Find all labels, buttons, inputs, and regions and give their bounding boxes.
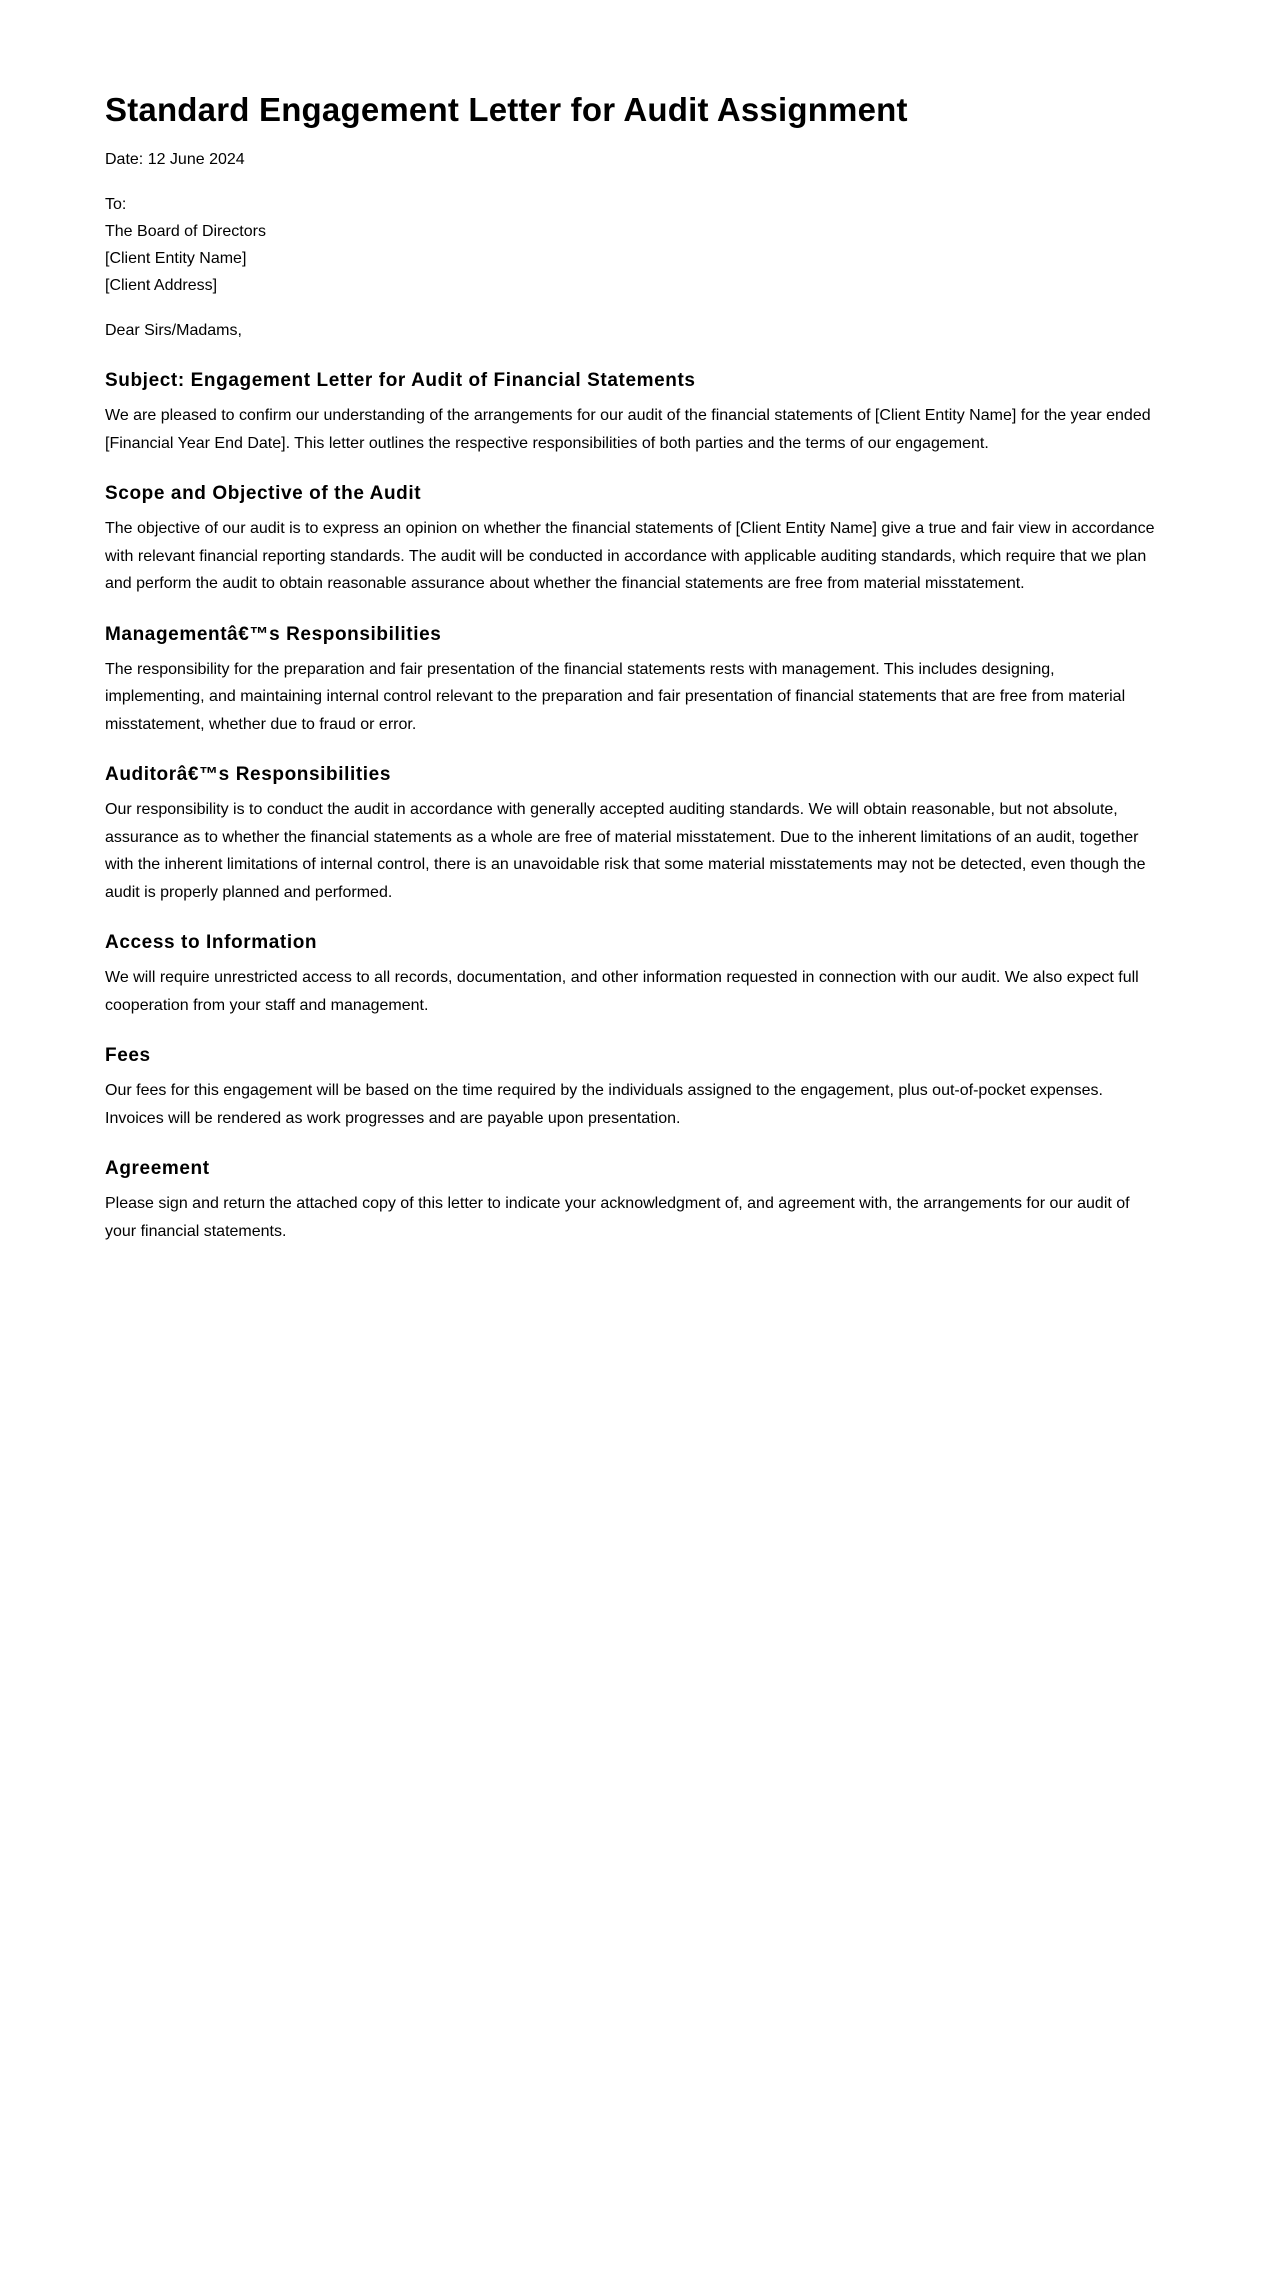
section-heading: Auditorâ€™s Responsibilities [105,764,392,785]
section-subject [105,366,1158,457]
section-management-responsibilities [105,620,1158,739]
section-fees [105,1041,1158,1132]
section-heading: Scope and Objective of the Audit [105,483,422,504]
section-scope-objective [105,479,1158,598]
section-body: Please sign and return the attached copy of this letter to indicate your acknowledgment of, and agreement with, the arrangements for our audit of your financial statements. [105,1195,1130,1240]
section-heading: Access to Information [105,932,318,953]
letter-date: Date: 12 June 2024 [105,151,245,168]
salutation: Dear Sirs/Madams, [105,322,242,339]
section-body: The responsibility for the preparation and fair presentation of the financial statements rests with management. This includes designing, implementing, and maintaining internal control relevant to the preparation and fair presentation of financial statements that are free from material misstatement, whether due to fraud or error. [105,660,1126,733]
section-body: Our fees for this engagement will be based on the time required by the individuals assigned to the engagement, plus out-of-pocket expenses. Invoices will be rendered as work progresses and are payable upon presentation. [105,1082,1103,1127]
recipient-board: The Board of Directors [105,223,266,240]
section-heading: Subject: Engagement Letter for Audit of Financial Statements [105,370,696,391]
section-heading: Fees [105,1045,151,1066]
recipient-to-label: To: [105,196,127,213]
section-body: The objective of our audit is to express an opinion on whether the financial statements of [Client Entity Name] give a true and fair view in accordance with relevant financial reporting standards. The audit will be conducted in accordance with applicable auditing standards, which require that we plan and perform the audit to obtain reasonable assurance about whether the financial statements are free from material misstatement. [105,520,1155,592]
section-heading: Managementâ€™s Responsibilities [105,623,442,645]
section-access-to-information [105,928,1158,1019]
recipient-address-block [105,191,1158,299]
section-body: We will require unrestricted access to all records, documentation, and other information requested in connection with our audit. We also expect full cooperation from your staff and management. [105,969,1139,1014]
section-heading: Agreement [105,1158,210,1179]
recipient-address: [Client Address] [105,277,218,294]
section-body: We are pleased to confirm our understanding of the arrangements for our audit of the financial statements of [Client Entity Name] for the year ended [Financial Year End Date]. This letter outlines the respective responsibilities of both parties and the terms of our engagement. [105,407,1151,452]
section-agreement [105,1154,1158,1245]
section-body: Our responsibility is to conduct the audit in accordance with generally accepted auditing standards. We will obtain reasonable, but not absolute, assurance as to whether the financial statements as a whole are free of material misstatement. Due to the inherent limitations of an audit, together with the inherent limitations of internal control, there is an unavoidable risk that some material misstatements may not be detected, even though the audit is properly planned and performed. [105,801,1146,901]
page-title: Standard Engagement Letter for Audit Assignment [105,91,908,128]
recipient-entity-name: [Client Entity Name] [105,250,247,267]
section-auditor-responsibilities [105,760,1158,906]
